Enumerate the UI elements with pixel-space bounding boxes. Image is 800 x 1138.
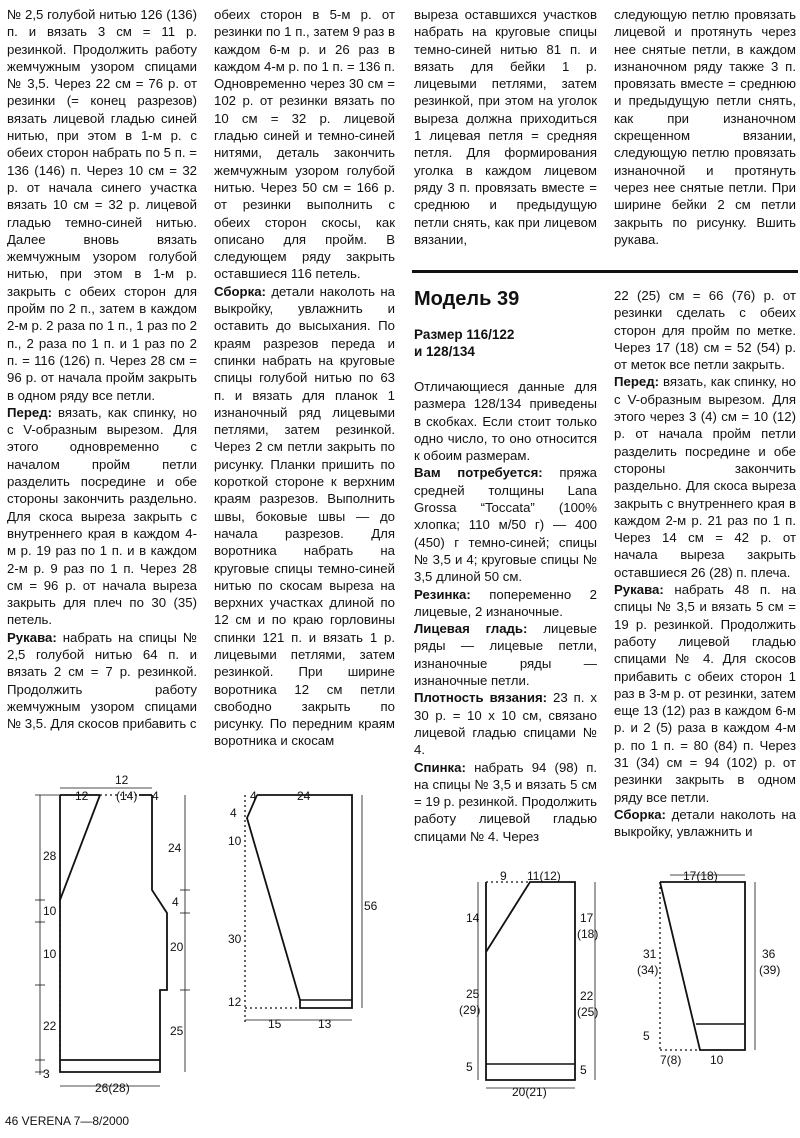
label-assembly: Сборка: <box>214 283 266 299</box>
dim-left-5: 3 <box>43 1067 50 1081</box>
dim-right-1b: (39) <box>759 963 781 977</box>
diagram-front-back <box>35 788 190 1086</box>
gauge-text: 23 п. х 30 р. = 10 х 10 см, связано лицевой гладью спицами № 4. <box>414 690 598 758</box>
paragraph: следующую петлю провязать лицевой и протянуть через нее снятые петли, в каждом изнаночном ряду также 3 п. провязать вместе = среднюю и предыдущую петли снять, как при изнаночном скрещенном вязании, следующую петлю провязать изнаночной и протянуть через нее снятые петли. При ширине бейки 2 см петли закрыть по рисунку. Вшить рукава. <box>614 7 796 247</box>
dim-top-neck: 12 <box>115 773 129 787</box>
dim-top-1: 4 <box>250 789 257 803</box>
stockinette-text: лицевые ряды — лицевые петли, изнаночные ряды — изнаночные петли. <box>414 621 597 689</box>
dim-bottom-1: 15 <box>268 1017 282 1031</box>
label-materials: Вам потребуется: <box>414 465 543 481</box>
label-assembly: Сборка: <box>614 806 666 822</box>
dim-left-3: 10 <box>43 947 57 961</box>
dim-right-3: 5 <box>580 1063 587 1077</box>
dim-left-1: 31 <box>643 947 657 961</box>
paragraph: обеих сторон в 5-м р. от резинки по 1 п., затем 9 раз в каждом 6-м р. и 26 раз в каждом 4-м р. по 1 п. = 136 п. Одновременно через 30 см = 102 р. от резинки вязать по 10 см = 32 р. лицевой гладью синей и темно-синей нитями, деталь закончить жемчужным узором голубой нитью. Через 50 см = 166 р. от резинки выполнить с обеих сторон скосы, как описано для пройм. В следующем ряду закрыть оставшиеся 116 петель. <box>214 7 395 282</box>
dim-left-4: 12 <box>228 995 242 1009</box>
dim-bottom-2: 10 <box>710 1053 724 1067</box>
dim-left-2b: (29) <box>459 1003 481 1017</box>
paragraph: № 2,5 голубой нитью 126 (136) п. и вязать 3 см = 11 р. резинкой. Продолжить работу жемчужным узором спицами № 3,5. Через 22 см = 76 р. от резинки (= конец разрезов) вязать лицевой гладью синей нитью, при этом в 1-м р. с обеих сторон набрать по 5 п. = 136 (146) п. Через 10 см = 32 р. от начала синего участка вязать 10 см = 32 р. лицевой гладью темно-синей нитью. Далее вновь вязать жемчужным узором голубой нитью, при этом в 1-м р. закрыть с обеих сторон для пройм по 2 п., затем в каждом 2-м р. 2 раза по 1 п., 1 раз по 2 п., 2 раза по 1 п. и 1 раз по 2 п. = 116 (126) п. Через 28 см = 96 р. от начала пройм закрыть в одном ряду все петли. <box>7 7 197 403</box>
dim-left-1: 14 <box>466 911 480 925</box>
intro: Отличающиеся данные для размера 128/134 приведены в скобках. Если стоит только одно число, то оно относится к обоим размерам. <box>414 379 597 464</box>
dim-right-1: 56 <box>364 899 378 913</box>
dim-bottom-2: 13 <box>318 1017 332 1031</box>
rib-text: попеременно 2 лицевые, 2 изнаночные. <box>414 586 597 619</box>
paragraph: 22 (25) см = 66 (76) р. от резинки сделать с обеих сторон для пройм по метке. Через 17 (18) см = 52 (54) р. от меток все петли закрыть. <box>614 288 796 373</box>
dim-left-2: 10 <box>43 904 57 918</box>
sleeves-text: набрать на спицы № 2,5 голубой нитью 64 п. и вязать 2 см = 7 р. резинкой. Продолжить работу жемчужным узором спицами № 3,5. Для скосов прибавить с <box>7 629 197 732</box>
label-front: Перед: <box>7 404 52 420</box>
dim-right-1: 24 <box>168 841 182 855</box>
label-stockinette: Лицевая гладь: <box>414 621 528 637</box>
dim-right-2: 4 <box>172 895 179 909</box>
paragraph: выреза оставшихся участков набрать на круговые спицы темно-синей нитью 81 п. и вязать для бейки 1 р. лицевыми петлями, затем резинкой, при этом на уголок выреза должна приходиться 1 лицевая петля = средняя петля. Для формирования уголка в каждом лицевом ряду 3 п. провязать вместе = среднюю и предыдущую петли снять, как при лицевом вязании, <box>414 7 597 247</box>
front-text: вязать, как спинку, но с V-образным вырезом. Для этого одновременно с началом пройм петли разделить посредине и обе стороны закончить раздельно. Для скоса выреза закрыть с внутреннего края в каждом 4-м р. 19 раз по 1 п. и в каждом 2-м р. 9 раз по 1 п. Через 28 см = 96 р. от начала выреза закрыть для плеч по 30 (35) петель. <box>7 404 197 628</box>
dim-right-1: 17 <box>580 911 594 925</box>
dim-top-2: 11(12) <box>527 869 561 883</box>
diagram-model-sleeve <box>660 875 755 1050</box>
model-title: Модель 39 <box>414 288 520 310</box>
dim-right-1b: (18) <box>577 927 599 941</box>
label-back: Спинка: <box>414 759 466 775</box>
assembly-text: детали наколоть на выкройку, увлажнить и <box>614 806 796 840</box>
dim-bottom: 26(28) <box>95 1081 130 1095</box>
dim-top-neck-alt: (14) <box>116 789 138 803</box>
materials-text: пряжа средней толщины Lana Grossa “Toccata” (100% хлопка; 110 м/50 г) — 400 (450) г темно-синей; спицы № 3,5 и 4; круговые спицы № 3,5 длиной 50 см. <box>414 465 597 585</box>
dim-left-3: 30 <box>228 932 242 946</box>
dim-left-1: 4 <box>230 806 237 820</box>
dim-left-4: 22 <box>43 1019 57 1033</box>
label-gauge: Плотность вязания: <box>414 690 548 706</box>
dim-left-1: 28 <box>43 849 57 863</box>
label-front: Перед: <box>614 374 659 390</box>
sleeves-text: набрать 48 п. на спицы № 3,5 и вязать 5 см = 19 р. резинкой. Продолжить работу лицевой гладью спицами № 4. Для скосов прибавить с обеих сторон 1 раз в 3-м р. от резинки, затем еще 13 (12) раз в каждом 6-м р. и 2 (5) раза в каждом 4-м р. по 1 п. = 80 (84) п. Через 31 (34) см = 94 (102) р. от резинки закрыть в одном ряду все петли. <box>614 582 796 805</box>
dim-top-edge: 4 <box>152 789 159 803</box>
dim-top-1: 9 <box>500 869 507 883</box>
dim-right-1: 36 <box>762 947 776 961</box>
page-footer: 46 VERENA 7—8/2000 <box>5 1114 130 1128</box>
front-text: вязать, как спинку, но с V-образным вырезом. Для этого через 3 (4) см = 10 (12) р. от начала пройм петли разделить посредине и обе стороны закончить раздельно. Для скоса выреза закрыть с внутреннего края в каждом 2-м р. 21 раз по 1 п. Через 14 см = 42 р. от начала выреза закрыть оставшиеся 26 (28) п. плеча. <box>614 374 796 580</box>
diagram-sleeve-1 <box>245 795 362 1025</box>
dim-right-2b: (25) <box>577 1005 599 1019</box>
dim-right-3: 20 <box>170 940 184 954</box>
dim-left-1b: (34) <box>637 963 659 977</box>
dim-left-2: 5 <box>643 1029 650 1043</box>
model-size: Размер 116/122 и 128/134 <box>414 327 515 359</box>
dim-right-4: 25 <box>170 1024 184 1038</box>
dim-top-shoulder: 12 <box>75 789 89 803</box>
dim-bottom: 20(21) <box>512 1085 547 1099</box>
dim-top-1: 17(18) <box>683 869 718 883</box>
dim-top-2: 24 <box>297 789 311 803</box>
assembly-text: детали наколоть на выкройку, увлажнить и оставить до высыхания. По краям разрезов переда и спинки набрать на круговые спицы голубой нитью по 63 п. и вязать для планок 1 изнаночный ряд лицевыми петлями, затем резинкой. Через 2 см петли закрыть по рисунку. Планки пришить по короткой стороне к верхним краям разрезов. Выполнить швы, боковые швы — до начала разрезов. Для воротника набрать на круговые спицы темно-синей нитью по скосам выреза на верхних участках длиной по 12 см и по краю горловины спинки 121 п. и вязать 1 р. лицевыми петлями, затем резинкой. При ширине воротника 12 см петли свободно закрыть по рисунку. По передним краям воротника и скосам <box>214 283 395 749</box>
label-sleeves: Рукава: <box>7 629 57 645</box>
dim-left-3: 5 <box>466 1060 473 1074</box>
dim-left-2: 25 <box>466 987 480 1001</box>
dim-bottom-1: 7(8) <box>660 1053 682 1067</box>
label-sleeves: Рукава: <box>614 582 664 598</box>
dim-left-2: 10 <box>228 834 242 848</box>
diagram-model-body <box>478 882 595 1088</box>
label-rib: Резинка: <box>414 586 471 602</box>
dim-right-2: 22 <box>580 989 594 1003</box>
back-text: набрать 94 (98) п. на спицы № 3,5 и вязать 5 см = 19 р. резинкой. Продолжить работу лицевой гладью спицами № 4. Через <box>414 759 597 844</box>
